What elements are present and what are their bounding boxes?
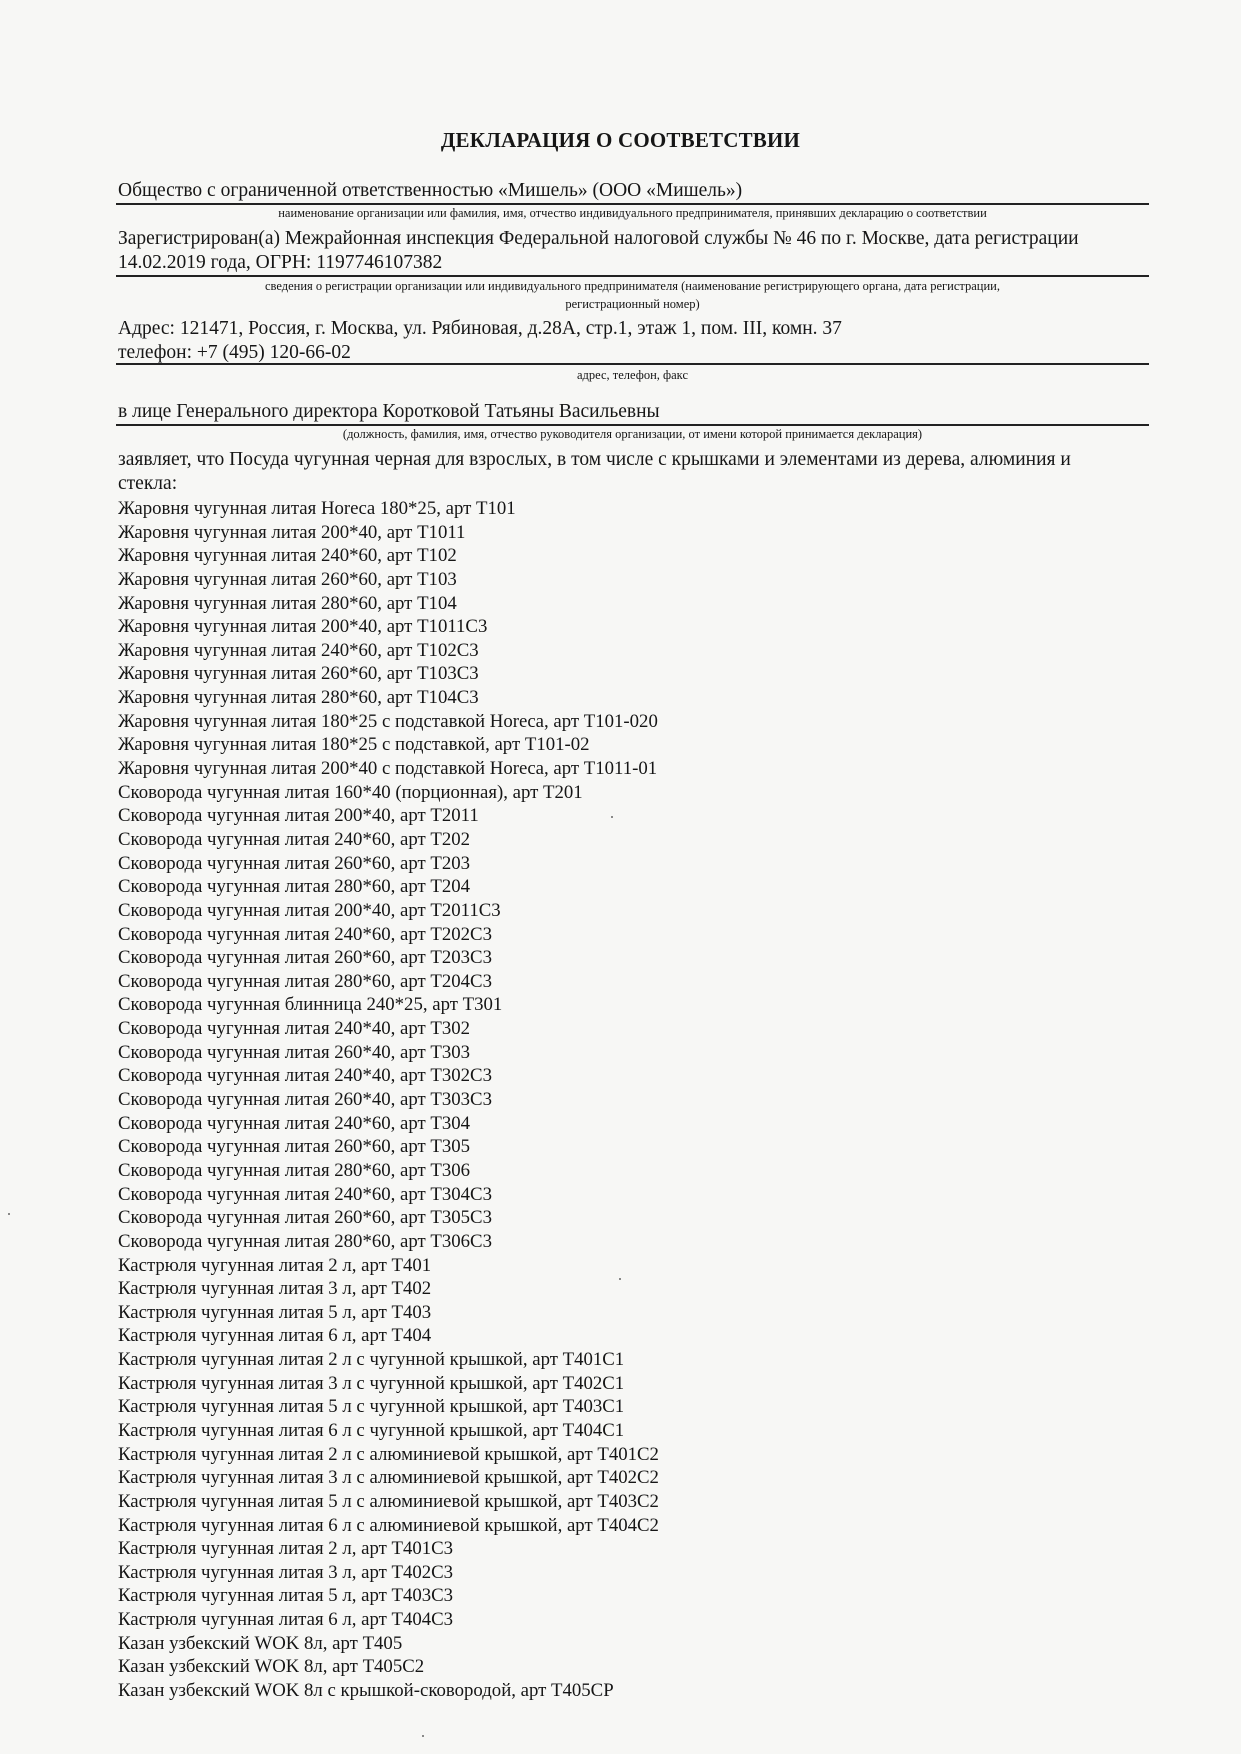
product-list: [118, 497, 659, 1703]
registration-line-2: 14.02.2019 года, ОГРН: 1197746107382: [118, 252, 443, 273]
product-item: Сковорода чугунная блинница 240*25, арт T301: [118, 994, 503, 1016]
product-item: Жаровня чугунная литая 200*40, арт T1011C3: [118, 616, 488, 638]
product-item: Кастрюля чугунная литая 6 л с алюминиевой крышкой, арт T404C2: [118, 1514, 659, 1536]
product-item: Кастрюля чугунная литая 6 л с чугунной крышкой, арт T404C1: [118, 1419, 625, 1441]
product-item: Сковорода чугунная литая 260*40, арт T303C3: [118, 1089, 492, 1111]
product-item: Кастрюля чугунная литая 3 л, арт T402: [118, 1278, 432, 1300]
product-item: Жаровня чугунная литая 280*60, арт T104C3: [118, 687, 479, 709]
organization-name: Общество с ограниченной ответственностью «Мишель» (ООО «Мишель»): [118, 180, 743, 201]
product-item: Кастрюля чугунная литая 5 л с чугунной крышкой, арт T403C1: [118, 1396, 625, 1418]
statement-line-1: заявляет, что Посуда чугунная черная для взрослых, в том числе с крышками и элементами из дерева, алюминия и: [118, 449, 1071, 470]
product-item: Кастрюля чугунная литая 2 л, арт T401: [118, 1254, 432, 1276]
registration-underline: [116, 275, 1149, 277]
product-item: Сковорода чугунная литая 240*40, арт T302C3: [118, 1065, 492, 1087]
product-item: Жаровня чугунная литая 240*60, арт T102C3: [118, 639, 479, 661]
product-item: Сковорода чугунная литая 260*60, арт T203: [118, 852, 471, 874]
product-item: Кастрюля чугунная литая 2 л, арт T401C3: [118, 1538, 454, 1560]
product-item: Жаровня чугунная литая 200*40 с подставкой Horeca, арт T1011-01: [118, 758, 658, 780]
product-item: Сковорода чугунная литая 280*60, арт T204: [118, 876, 471, 898]
product-item: Кастрюля чугунная литая 2 л с алюминиевой крышкой, арт T401C2: [118, 1443, 659, 1465]
product-item: Сковорода чугунная литая 200*40, арт T2011C3: [118, 899, 501, 921]
product-item: Жаровня чугунная литая 260*60, арт T103C3: [118, 663, 479, 685]
registration-caption-1: сведения о регистрации организации или индивидуального предпринимателя (наименование регистрирующего органа, дата регистрации,: [265, 279, 1000, 293]
product-item: Кастрюля чугунная литая 6 л, арт T404: [118, 1325, 432, 1347]
product-item: Сковорода чугунная литая 260*60, арт T305C3: [118, 1207, 492, 1229]
product-item: Сковорода чугунная литая 240*60, арт T304C3: [118, 1183, 492, 1205]
representative-line: в лице Генерального директора Коротковой Татьяны Васильевны: [118, 401, 660, 422]
registration-caption-2: регистрационный номер): [565, 297, 700, 311]
representative-underline: [116, 424, 1149, 426]
product-item: Жаровня чугунная литая 200*40, арт T1011: [118, 521, 466, 543]
product-item: Кастрюля чугунная литая 5 л с алюминиевой крышкой, арт T403C2: [118, 1490, 659, 1512]
product-item: Сковорода чугунная литая 260*60, арт T203C3: [118, 947, 492, 969]
product-item: Кастрюля чугунная литая 5 л, арт T403C3: [118, 1585, 454, 1607]
representative-caption: (должность, фамилия, имя, отчество руководителя организации, от имени которой принимается декларация): [342, 427, 923, 441]
scan-speck: [8, 1213, 10, 1215]
product-item: Сковорода чугунная литая 280*60, арт T306C3: [118, 1230, 492, 1252]
product-item: Кастрюля чугунная литая 5 л, арт T403: [118, 1301, 432, 1323]
scan-speck: [611, 816, 613, 818]
registration-line-1: Зарегистрирован(а) Межрайонная инспекция Федеральной налоговой службы № 46 по г. Москве, дата регистрации: [118, 228, 1079, 249]
product-item: Сковорода чугунная литая 260*40, арт T303: [118, 1041, 471, 1063]
address-caption: адрес, телефон, факс: [576, 368, 688, 382]
scan-speck: [422, 1735, 424, 1737]
phone-line: телефон: +7 (495) 120-66-02: [118, 342, 351, 363]
product-item: Сковорода чугунная литая 240*40, арт T302: [118, 1018, 471, 1040]
product-item: Сковорода чугунная литая 200*40, арт T2011: [118, 805, 479, 827]
product-item: Кастрюля чугунная литая 3 л с алюминиевой крышкой, арт T402C2: [118, 1467, 659, 1489]
organization-name-underline: [116, 203, 1149, 205]
product-item: Казан узбекский WOK 8л с крышкой-сковородой, арт T405CP: [118, 1680, 614, 1702]
product-item: Жаровня чугунная литая 240*60, арт T102: [118, 545, 457, 567]
product-item: Сковорода чугунная литая 240*60, арт T202: [118, 828, 471, 850]
statement-line-2: стекла:: [118, 473, 178, 494]
product-item: Сковорода чугунная литая 260*60, арт T305: [118, 1136, 471, 1158]
product-item: Жаровня чугунная литая Horeca 180*25, арт T101: [118, 498, 516, 519]
organization-name-caption: наименование организации или фамилия, имя, отчество индивидуального предпринимателя, принявших декларацию о соответствии: [278, 206, 987, 220]
address-underline: [116, 363, 1149, 365]
document-title: ДЕКЛАРАЦИЯ О СООТВЕТСТВИИ: [440, 128, 801, 152]
product-item: Кастрюля чугунная литая 3 л, арт T402C3: [118, 1561, 454, 1583]
product-item: Сковорода чугунная литая 240*60, арт T304: [118, 1112, 471, 1134]
product-item: Сковорода чугунная литая 160*40 (порционная), арт T201: [118, 781, 583, 803]
product-item: Сковорода чугунная литая 280*60, арт T306: [118, 1159, 471, 1181]
product-item: Сковорода чугунная литая 280*60, арт T204C3: [118, 970, 492, 992]
product-item: Кастрюля чугунная литая 2 л с чугунной крышкой, арт T401C1: [118, 1349, 625, 1371]
product-item: Казан узбекский WOK 8л, арт T405: [118, 1632, 403, 1654]
scan-speck: [619, 1278, 621, 1280]
product-item: Жаровня чугунная литая 280*60, арт T104: [118, 592, 457, 614]
product-item: Казан узбекский WOK 8л, арт T405C2: [118, 1656, 425, 1678]
product-item: Кастрюля чугунная литая 3 л с чугунной крышкой, арт T402C1: [118, 1372, 625, 1394]
product-item: Жаровня чугунная литая 260*60, арт T103: [118, 568, 457, 590]
product-item: Кастрюля чугунная литая 6 л, арт T404C3: [118, 1609, 454, 1631]
address-line: Адрес: 121471, Россия, г. Москва, ул. Рябиновая, д.28А, стр.1, этаж 1, пом. III, комн. 37: [118, 318, 842, 339]
product-item: Жаровня чугунная литая 180*25 с подставкой, арт T101-02: [118, 734, 590, 756]
product-item: Жаровня чугунная литая 180*25 с подставкой Horeca, арт T101-020: [118, 710, 658, 732]
product-item: Сковорода чугунная литая 240*60, арт T202C3: [118, 923, 492, 945]
